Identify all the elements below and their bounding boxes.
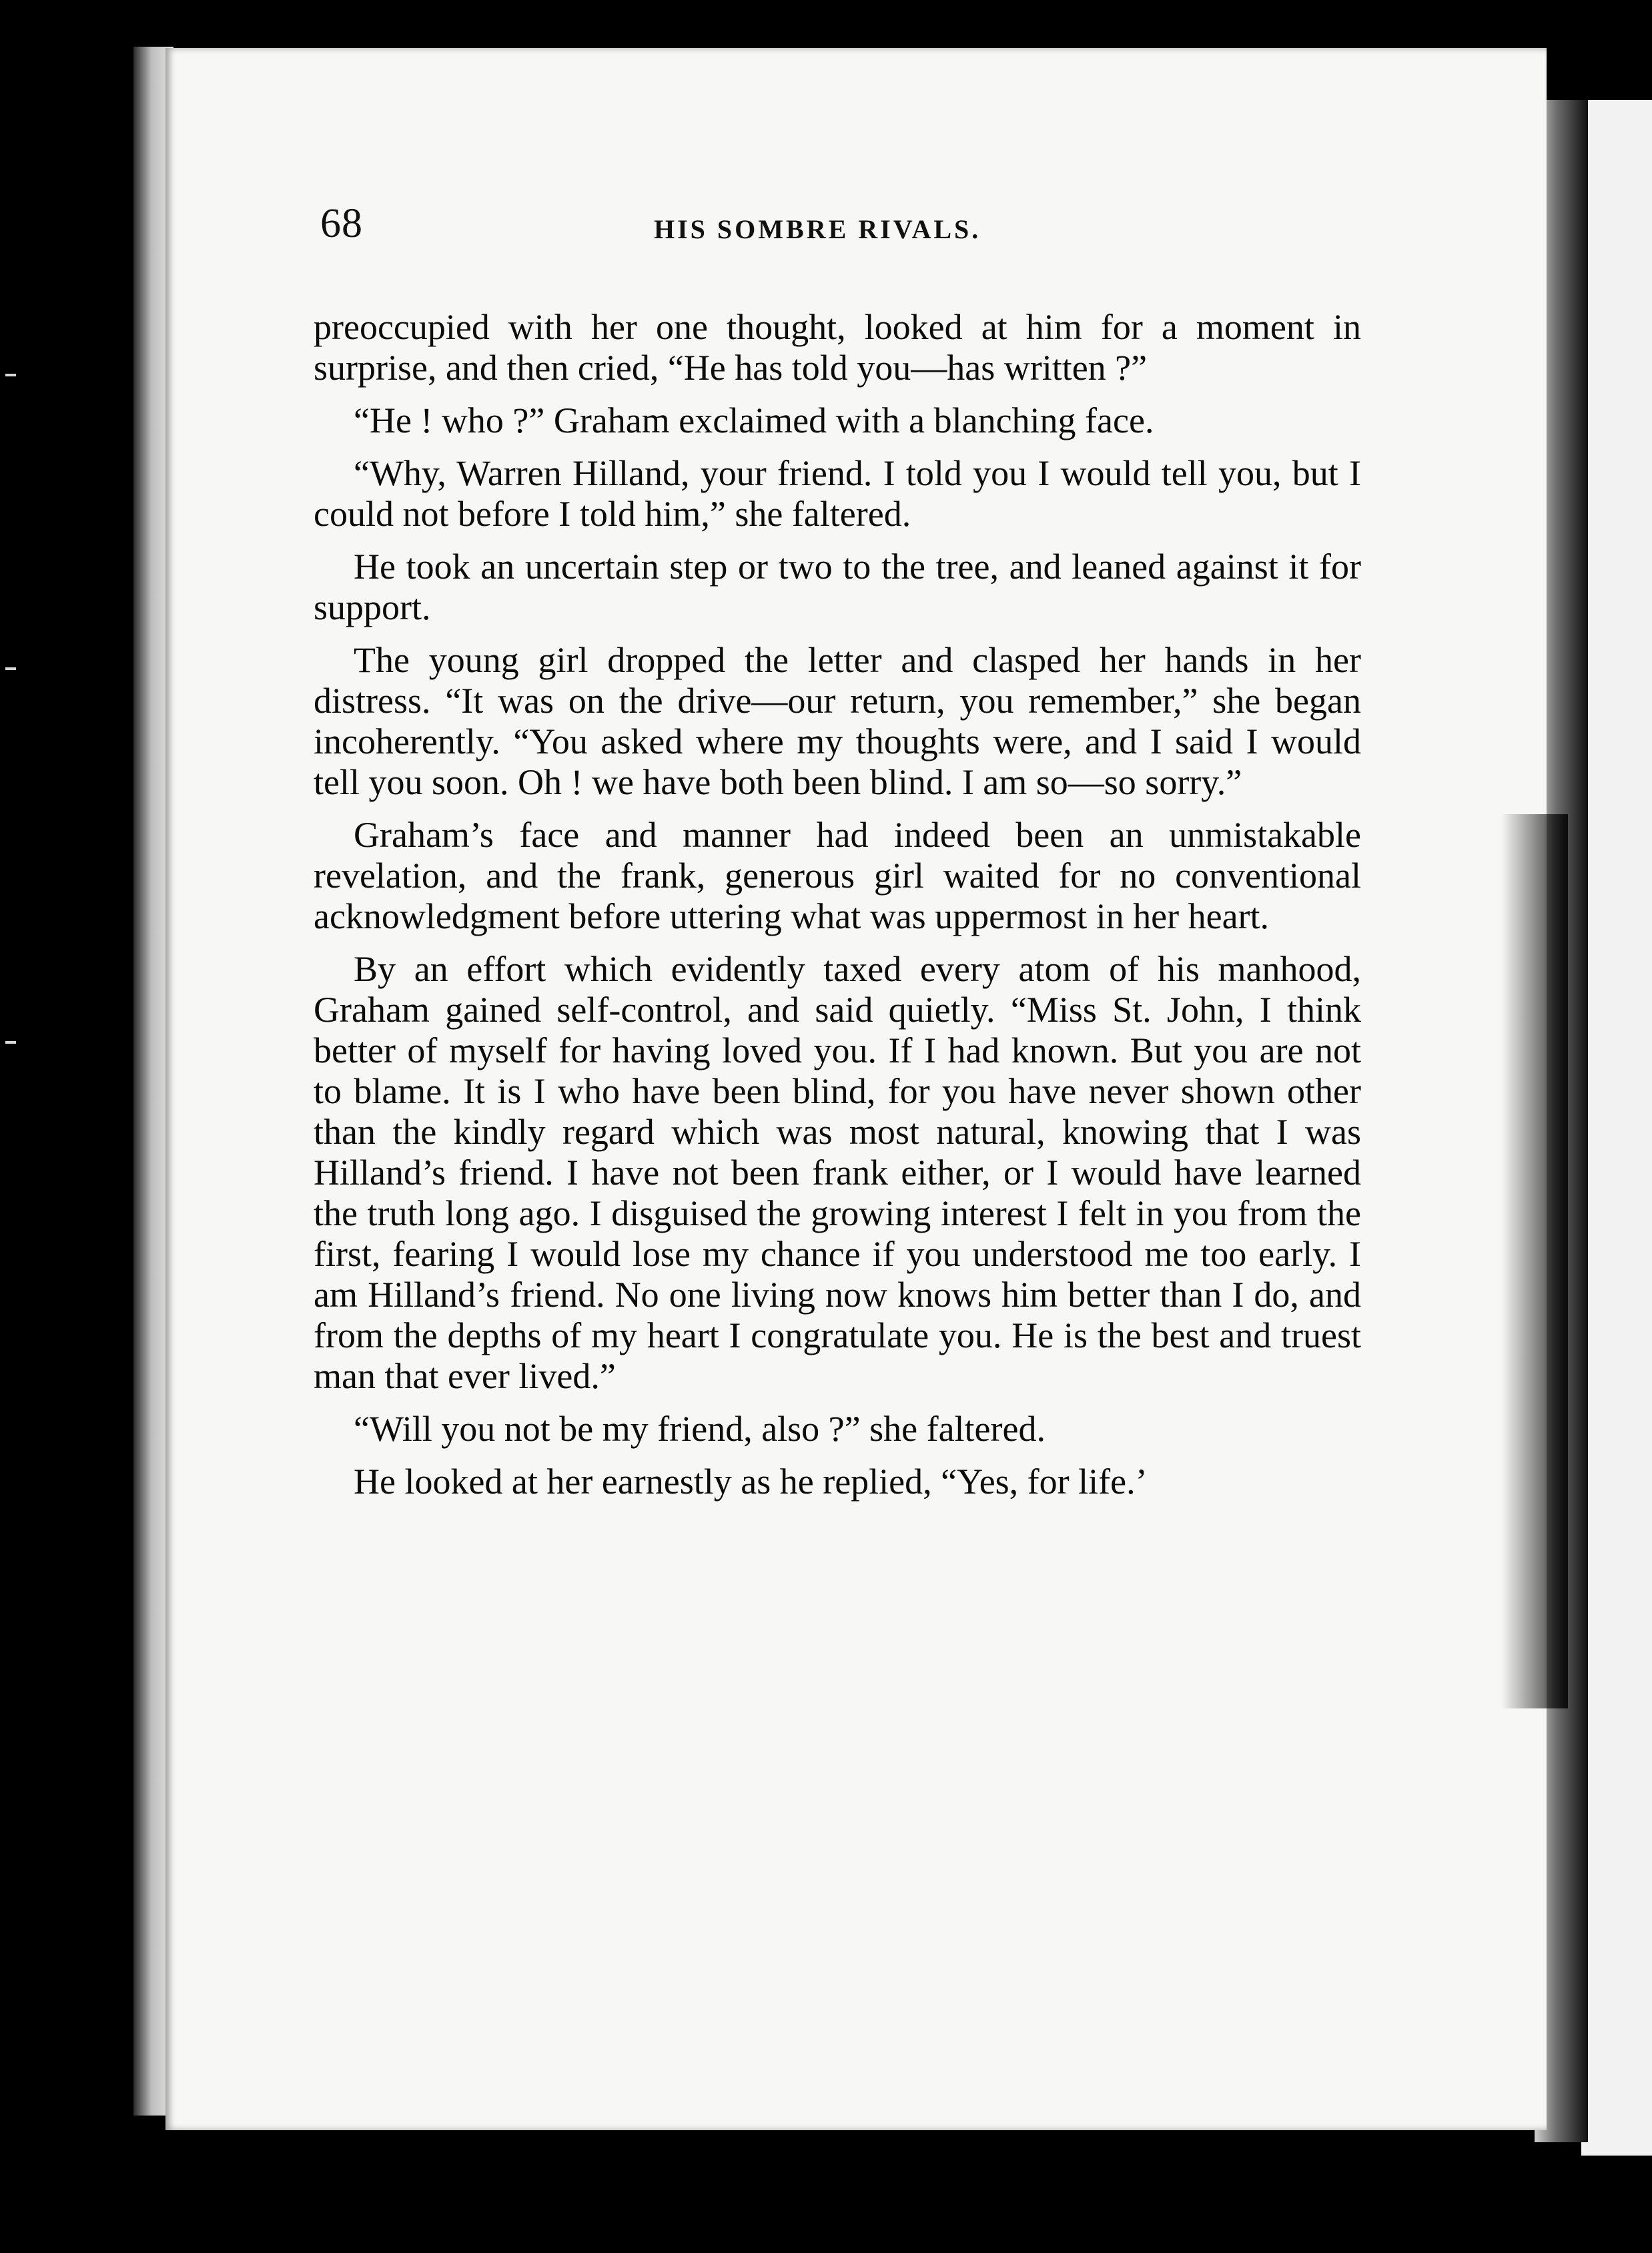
paragraph: He looked at her earnestly as he replied, “Yes, for life.’ bbox=[354, 1462, 1148, 1502]
page-curl-shadow bbox=[1501, 814, 1568, 1708]
paragraph: By an effort which evidently taxed every atom of his manhood, Graham gained self-control, and said quietly. “Miss St. John, I think better of myself for having loved you. If I had known. But you are not to blame. It is I who have been blind, for you have never shown other than the kindly regard which was most natural, knowing that I was Hilland’s friend. I have not been frank either, or I would have learned the truth long ago. I disguised the growing interest I felt in you from the first, fearing I would lose my chance if you understood me too early. I am Hilland’s friend. No one living now knows him better than I do, and from the depths of my heart I congratulate you. He is the best and truest man that ever lived.” bbox=[314, 949, 1361, 1396]
page-header bbox=[320, 200, 1441, 260]
paragraph: He took an uncertain step or two to the tree, and leaned against it for support. bbox=[314, 547, 1361, 627]
margin-mark bbox=[5, 1041, 16, 1044]
paragraph: preoccupied with her one thought, looked at him for a moment in surprise, and then cried, “He has told you—has written ?” bbox=[314, 307, 1361, 388]
margin-mark bbox=[5, 667, 16, 670]
body-text bbox=[314, 307, 1361, 1502]
left-margin bbox=[0, 0, 133, 2253]
next-page-edge bbox=[1581, 100, 1652, 2156]
paragraph: The young girl dropped the letter and clasped her hands in her distress. “It was on the drive—our return, you remember,” she began incoherently. “You asked where my thoughts were, and I said I would tell you soon. Oh ! we have both been blind. I am so—so sorry.” bbox=[314, 640, 1361, 802]
paragraph: “Will you not be my friend, also ?” she faltered. bbox=[354, 1409, 1046, 1449]
paragraph: “He ! who ?” Graham exclaimed with a blanching face. bbox=[354, 400, 1154, 440]
running-head: HIS SOMBRE RIVALS. bbox=[654, 214, 981, 244]
margin-mark bbox=[5, 374, 16, 376]
page-number: 68 bbox=[320, 201, 363, 246]
paragraph: “Why, Warren Hilland, your friend. I told you I would tell you, but I could not before I told him,” she faltered. bbox=[314, 453, 1361, 534]
paragraph: Graham’s face and manner had indeed been an unmistakable revelation, and the frank, generous girl waited for no conventional acknowledgment before uttering what was uppermost in her heart. bbox=[314, 815, 1361, 936]
